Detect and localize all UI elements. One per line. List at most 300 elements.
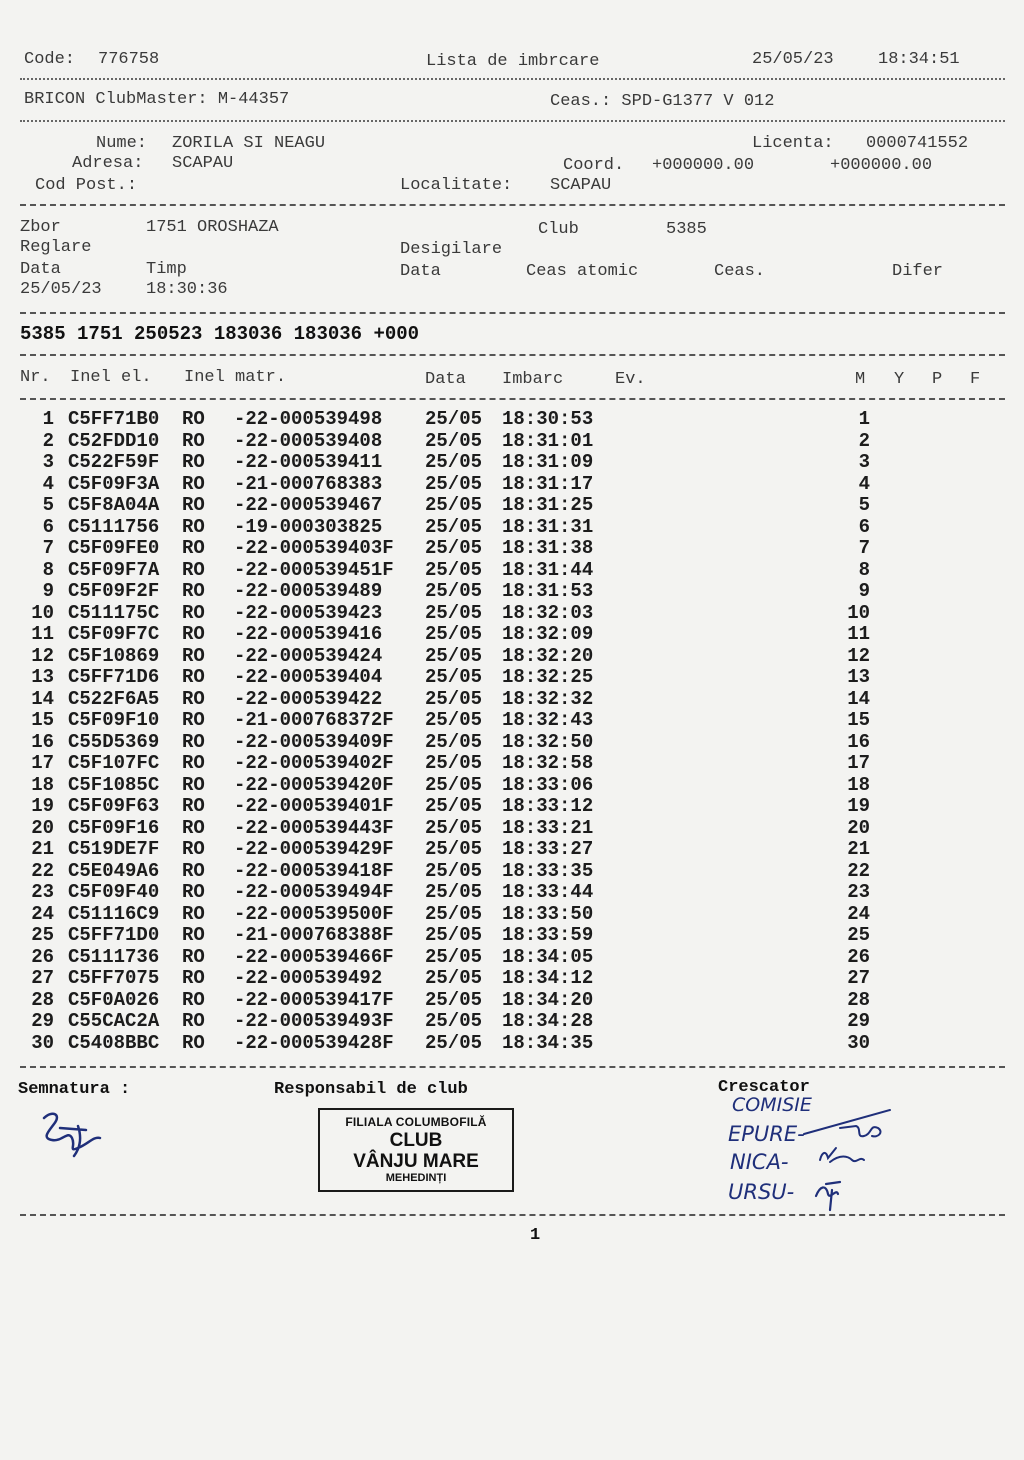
row-time: 18:32:43 (502, 709, 594, 731)
table-row (0, 623, 1024, 644)
table-row (0, 602, 1024, 623)
handwritten-initials (800, 1098, 900, 1214)
document-title: Lista de imbrcare (426, 52, 600, 71)
col-header-inel-matr: Inel matr. (184, 368, 287, 387)
col-header-f: F (970, 370, 981, 389)
table-row (0, 1010, 1024, 1031)
name-label: Nume: (96, 134, 148, 153)
row-electronic-ring: C5F09F16 (68, 817, 160, 839)
row-nr: 6 (42, 516, 54, 538)
row-m: 10 (847, 602, 870, 624)
separator (20, 312, 1005, 314)
row-ring-number: -22-000539429F (234, 838, 394, 860)
table-row (0, 688, 1024, 709)
row-date: 25/05 (425, 408, 483, 430)
row-date: 25/05 (425, 860, 483, 882)
print-time: 18:34:51 (878, 50, 960, 69)
row-date: 25/05 (425, 537, 483, 559)
row-date: 25/05 (425, 903, 483, 925)
col-header-ev: Ev. (615, 370, 646, 389)
row-ring-number: -22-000539417F (234, 989, 394, 1011)
separator (20, 204, 1005, 206)
row-m: 6 (858, 516, 870, 538)
row-electronic-ring: C5F09F2F (68, 580, 160, 602)
row-ring-number: -22-000539402F (234, 752, 394, 774)
row-ring-number: -22-000539424 (234, 645, 383, 667)
row-nr: 12 (31, 645, 54, 667)
club-stamp (318, 1108, 514, 1192)
row-date: 25/05 (425, 494, 483, 516)
table-row (0, 1032, 1024, 1053)
row-date: 25/05 (425, 731, 483, 753)
row-m: 29 (847, 1010, 870, 1032)
row-country: RO (182, 580, 205, 602)
row-time: 18:34:35 (502, 1032, 594, 1054)
row-electronic-ring: C519DE7F (68, 838, 160, 860)
row-nr: 13 (31, 666, 54, 688)
row-nr: 26 (31, 946, 54, 968)
license-value: 0000741552 (866, 134, 969, 153)
table-row (0, 967, 1024, 988)
row-m: 2 (858, 430, 870, 452)
row-electronic-ring: C5F09FE0 (68, 537, 160, 559)
row-time: 18:34:20 (502, 989, 594, 1011)
table-row (0, 989, 1024, 1010)
row-date: 25/05 (425, 1010, 483, 1032)
row-m: 25 (847, 924, 870, 946)
separator (20, 78, 1005, 80)
row-time: 18:31:44 (502, 559, 594, 581)
row-nr: 22 (31, 860, 54, 882)
row-nr: 28 (31, 989, 54, 1011)
row-ring-number: -22-000539401F (234, 795, 394, 817)
row-ring-number: -22-000539422 (234, 688, 383, 710)
separator (20, 398, 1005, 400)
row-country: RO (182, 451, 205, 473)
separator (20, 354, 1005, 356)
row-m: 9 (858, 580, 870, 602)
row-ring-number: -22-000539409F (234, 731, 394, 753)
handwritten-name-3: URSU- (728, 1180, 795, 1204)
signature-mark (38, 1108, 108, 1160)
row-ring-number: -19-000303825 (234, 516, 383, 538)
row-country: RO (182, 688, 205, 710)
row-country: RO (182, 903, 205, 925)
row-time: 18:34:12 (502, 967, 594, 989)
responsible-label: Responsabil de club (274, 1080, 468, 1099)
row-electronic-ring: C522F6A5 (68, 688, 160, 710)
row-date: 25/05 (425, 795, 483, 817)
row-electronic-ring: C5111736 (68, 946, 160, 968)
row-m: 27 (847, 967, 870, 989)
row-ring-number: -22-000539443F (234, 817, 394, 839)
row-date: 25/05 (425, 580, 483, 602)
row-m: 12 (847, 645, 870, 667)
table-row (0, 946, 1024, 967)
row-nr: 14 (31, 688, 54, 710)
row-date: 25/05 (425, 645, 483, 667)
table-row (0, 408, 1024, 429)
row-ring-number: -21-000768388F (234, 924, 394, 946)
breeder-label: Crescator (718, 1078, 810, 1097)
row-ring-number: -22-000539408 (234, 430, 383, 452)
handwritten-name-1: EPURE- (728, 1122, 805, 1146)
row-m: 23 (847, 881, 870, 903)
club-value: 5385 (666, 220, 707, 239)
col-header-m: M (855, 370, 866, 389)
reglare-time: 18:30:36 (146, 280, 228, 299)
club-label: Club (538, 220, 579, 239)
row-date: 25/05 (425, 602, 483, 624)
row-m: 11 (847, 623, 870, 645)
row-country: RO (182, 924, 205, 946)
row-country: RO (182, 516, 205, 538)
row-date: 25/05 (425, 967, 483, 989)
row-m: 4 (858, 473, 870, 495)
row-nr: 27 (31, 967, 54, 989)
row-ring-number: -22-000539492 (234, 967, 383, 989)
row-ring-number: -22-000539493F (234, 1010, 394, 1032)
row-m: 1 (858, 408, 870, 430)
ceas-atomic-label: Ceas atomic (526, 262, 639, 281)
row-country: RO (182, 752, 205, 774)
row-electronic-ring: C5F10869 (68, 645, 160, 667)
row-m: 15 (847, 709, 870, 731)
row-electronic-ring: C522F59F (68, 451, 160, 473)
row-electronic-ring: C5FF71D6 (68, 666, 160, 688)
row-country: RO (182, 967, 205, 989)
row-country: RO (182, 645, 205, 667)
row-date: 25/05 (425, 516, 483, 538)
row-time: 18:34:28 (502, 1010, 594, 1032)
row-ring-number: -21-000768372F (234, 709, 394, 731)
row-m: 5 (858, 494, 870, 516)
row-country: RO (182, 709, 205, 731)
postal-label: Cod Post.: (35, 176, 138, 195)
license-label: Licenta: (752, 134, 834, 153)
row-electronic-ring: C5F09F40 (68, 881, 160, 903)
table-row (0, 516, 1024, 537)
table-row (0, 924, 1024, 945)
col-header-y: Y (894, 370, 905, 389)
table-row (0, 451, 1024, 472)
col-header-data: Data (425, 370, 466, 389)
row-time: 18:31:38 (502, 537, 594, 559)
row-country: RO (182, 559, 205, 581)
row-electronic-ring: C5F0A026 (68, 989, 160, 1011)
row-ring-number: -22-000539420F (234, 774, 394, 796)
table-row (0, 795, 1024, 816)
table-row (0, 774, 1024, 795)
row-date: 25/05 (425, 1032, 483, 1054)
col-header-imbarc: Imbarc (502, 370, 564, 389)
table-row (0, 580, 1024, 601)
row-m: 28 (847, 989, 870, 1011)
row-country: RO (182, 860, 205, 882)
data-label-2: Data (400, 262, 441, 281)
row-nr: 25 (31, 924, 54, 946)
row-electronic-ring: C5FF7075 (68, 967, 160, 989)
table-row (0, 430, 1024, 451)
row-electronic-ring: C51116C9 (68, 903, 160, 925)
separator (20, 1214, 1005, 1216)
coord-y: +000000.00 (830, 156, 933, 175)
row-electronic-ring: C5F1085C (68, 774, 160, 796)
row-nr: 3 (42, 451, 54, 473)
table-row (0, 666, 1024, 687)
row-date: 25/05 (425, 946, 483, 968)
stamp-line-3: VÂNJU MARE (353, 1151, 479, 1172)
row-country: RO (182, 494, 205, 516)
row-ring-number: -22-000539416 (234, 623, 383, 645)
row-date: 25/05 (425, 881, 483, 903)
separator (20, 120, 1005, 122)
table-row (0, 860, 1024, 881)
row-country: RO (182, 946, 205, 968)
row-country: RO (182, 473, 205, 495)
signature-label: Semnatura : (18, 1080, 131, 1099)
row-m: 17 (847, 752, 870, 774)
row-electronic-ring: C5F107FC (68, 752, 160, 774)
row-electronic-ring: C52FDD10 (68, 430, 160, 452)
row-m: 19 (847, 795, 870, 817)
row-m: 26 (847, 946, 870, 968)
stamp-line-4: MEHEDINȚI (385, 1172, 447, 1184)
row-time: 18:34:05 (502, 946, 594, 968)
row-time: 18:31:01 (502, 430, 594, 452)
row-ring-number: -22-000539500F (234, 903, 394, 925)
desigilare-label: Desigilare (400, 240, 503, 259)
clock-id: Ceas.: SPD-G1377 V 012 (550, 92, 775, 111)
row-time: 18:32:58 (502, 752, 594, 774)
reglare-date: 25/05/23 (20, 280, 102, 299)
table-row (0, 838, 1024, 859)
row-m: 22 (847, 860, 870, 882)
row-country: RO (182, 408, 205, 430)
row-country: RO (182, 602, 205, 624)
row-m: 3 (858, 451, 870, 473)
separator (20, 1066, 1005, 1068)
row-ring-number: -22-000539404 (234, 666, 383, 688)
row-m: 18 (847, 774, 870, 796)
data-label: Data (20, 260, 61, 279)
row-time: 18:32:20 (502, 645, 594, 667)
row-nr: 21 (31, 838, 54, 860)
row-nr: 23 (31, 881, 54, 903)
row-date: 25/05 (425, 559, 483, 581)
coord-x: +000000.00 (652, 156, 755, 175)
row-time: 18:32:32 (502, 688, 594, 710)
row-date: 25/05 (425, 838, 483, 860)
table-row (0, 645, 1024, 666)
row-m: 8 (858, 559, 870, 581)
row-time: 18:33:44 (502, 881, 594, 903)
row-country: RO (182, 881, 205, 903)
row-ring-number: -22-000539423 (234, 602, 383, 624)
handwritten-commission: COMISIE (732, 1094, 812, 1116)
row-electronic-ring: C55CAC2A (68, 1010, 160, 1032)
col-header-nr: Nr. (20, 368, 51, 387)
ceas-label: Ceas. (714, 262, 766, 281)
row-time: 18:30:53 (502, 408, 594, 430)
row-nr: 7 (42, 537, 54, 559)
row-electronic-ring: C5F09F7A (68, 559, 160, 581)
row-ring-number: -22-000539411 (234, 451, 383, 473)
row-electronic-ring: C5408BBC (68, 1032, 160, 1054)
row-time: 18:31:53 (502, 580, 594, 602)
reglare-label: Reglare (20, 238, 92, 257)
table-row (0, 559, 1024, 580)
row-ring-number: -22-000539466F (234, 946, 394, 968)
row-electronic-ring: C5F09F10 (68, 709, 160, 731)
summary-line: 5385 1751 250523 183036 183036 +000 (20, 323, 420, 345)
row-ring-number: -22-000539494F (234, 881, 394, 903)
row-country: RO (182, 989, 205, 1011)
timp-label: Timp (146, 260, 187, 279)
row-electronic-ring: C5F09F3A (68, 473, 160, 495)
table-row (0, 494, 1024, 515)
row-nr: 29 (31, 1010, 54, 1032)
row-country: RO (182, 817, 205, 839)
row-electronic-ring: C5E049A6 (68, 860, 160, 882)
table-row (0, 709, 1024, 730)
code-label: Code: (24, 50, 76, 69)
row-country: RO (182, 1010, 205, 1032)
locality-label: Localitate: (400, 176, 513, 195)
difer-label: Difer (892, 262, 944, 281)
table-row (0, 817, 1024, 838)
row-m: 21 (847, 838, 870, 860)
row-nr: 15 (31, 709, 54, 731)
row-date: 25/05 (425, 451, 483, 473)
row-m: 13 (847, 666, 870, 688)
row-ring-number: -22-000539498 (234, 408, 383, 430)
row-m: 24 (847, 903, 870, 925)
page-number: 1 (530, 1226, 541, 1245)
row-date: 25/05 (425, 924, 483, 946)
row-electronic-ring: C5FF71B0 (68, 408, 160, 430)
row-ring-number: -21-000768383 (234, 473, 383, 495)
row-nr: 19 (31, 795, 54, 817)
row-country: RO (182, 774, 205, 796)
table-row (0, 752, 1024, 773)
row-date: 25/05 (425, 623, 483, 645)
row-time: 18:32:50 (502, 731, 594, 753)
row-time: 18:33:06 (502, 774, 594, 796)
row-electronic-ring: C5111756 (68, 516, 160, 538)
row-date: 25/05 (425, 666, 483, 688)
row-date: 25/05 (425, 473, 483, 495)
row-date: 25/05 (425, 989, 483, 1011)
row-ring-number: -22-000539451F (234, 559, 394, 581)
stamp-line-1: FILIALA COLUMBOFILĂ (345, 1115, 487, 1129)
row-electronic-ring: C55D5369 (68, 731, 160, 753)
print-date: 25/05/23 (752, 50, 834, 69)
table-row (0, 537, 1024, 558)
row-electronic-ring: C5F09F7C (68, 623, 160, 645)
flight-label: Zbor (20, 218, 61, 237)
row-electronic-ring: C5FF71D0 (68, 924, 160, 946)
row-country: RO (182, 623, 205, 645)
name-value: ZORILA SI NEAGU (172, 134, 326, 153)
row-nr: 17 (31, 752, 54, 774)
row-electronic-ring: C511175C (68, 602, 160, 624)
row-ring-number: -22-000539489 (234, 580, 383, 602)
row-date: 25/05 (425, 430, 483, 452)
row-m: 7 (858, 537, 870, 559)
stamp-line-2: CLUB (389, 1130, 443, 1151)
row-nr: 24 (31, 903, 54, 925)
row-date: 25/05 (425, 688, 483, 710)
row-nr: 4 (42, 473, 54, 495)
row-country: RO (182, 666, 205, 688)
row-time: 18:33:27 (502, 838, 594, 860)
row-country: RO (182, 795, 205, 817)
row-m: 30 (847, 1032, 870, 1054)
row-m: 20 (847, 817, 870, 839)
table-row (0, 731, 1024, 752)
row-nr: 9 (42, 580, 54, 602)
row-m: 14 (847, 688, 870, 710)
col-header-p: P (932, 370, 943, 389)
row-time: 18:33:35 (502, 860, 594, 882)
row-country: RO (182, 537, 205, 559)
row-electronic-ring: C5F09F63 (68, 795, 160, 817)
system-id: BRICON ClubMaster: M-44357 (24, 90, 290, 109)
row-country: RO (182, 430, 205, 452)
row-nr: 11 (31, 623, 54, 645)
table-row (0, 903, 1024, 924)
row-nr: 5 (42, 494, 54, 516)
col-header-inel-el: Inel el. (70, 368, 152, 387)
table-row (0, 881, 1024, 902)
code-value: 776758 (98, 50, 160, 69)
row-nr: 1 (42, 408, 54, 430)
row-nr: 10 (31, 602, 54, 624)
row-electronic-ring: C5F8A04A (68, 494, 160, 516)
row-time: 18:32:09 (502, 623, 594, 645)
row-nr: 20 (31, 817, 54, 839)
row-time: 18:31:25 (502, 494, 594, 516)
row-time: 18:33:50 (502, 903, 594, 925)
row-time: 18:31:09 (502, 451, 594, 473)
row-nr: 30 (31, 1032, 54, 1054)
row-date: 25/05 (425, 774, 483, 796)
flight-value: 1751 OROSHAZA (146, 218, 279, 237)
row-time: 18:31:31 (502, 516, 594, 538)
row-date: 25/05 (425, 817, 483, 839)
row-time: 18:33:12 (502, 795, 594, 817)
row-time: 18:31:17 (502, 473, 594, 495)
address-label: Adresa: (72, 154, 144, 173)
row-date: 25/05 (425, 752, 483, 774)
row-time: 18:32:03 (502, 602, 594, 624)
coord-label: Coord. (563, 156, 625, 175)
row-nr: 8 (42, 559, 54, 581)
row-ring-number: -22-000539467 (234, 494, 383, 516)
row-nr: 18 (31, 774, 54, 796)
row-time: 18:32:25 (502, 666, 594, 688)
row-nr: 16 (31, 731, 54, 753)
row-m: 16 (847, 731, 870, 753)
address-value: SCAPAU (172, 154, 234, 173)
row-time: 18:33:21 (502, 817, 594, 839)
row-country: RO (182, 838, 205, 860)
locality-value: SCAPAU (550, 176, 612, 195)
row-country: RO (182, 731, 205, 753)
row-nr: 2 (42, 430, 54, 452)
row-country: RO (182, 1032, 205, 1054)
